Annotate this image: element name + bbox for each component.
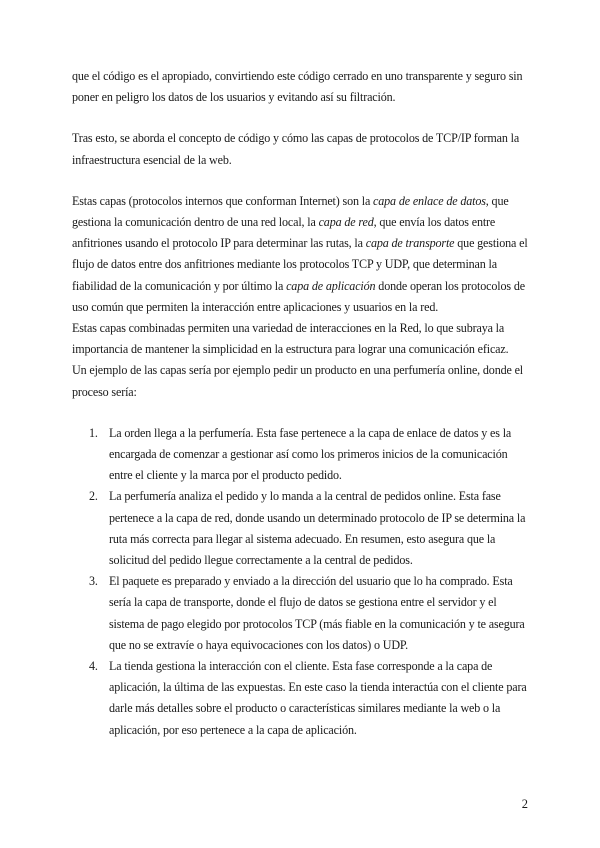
list-item [72,423,528,487]
term-transport-layer: capa de transporte [365,236,455,251]
paragraph-layers-combined: Estas capas combinadas permiten una variedad de interacciones en la Red, lo que subraya la importancia de mantener la simplicidad en la estructura para lograr una comunicación eficaz. [72,321,509,357]
list-item [72,571,528,656]
document-body [72,66,528,741]
list-item-number: 4. [89,659,98,674]
term-application-layer: capa de aplicación [286,278,376,293]
term-data-link-layer: capa de enlace de datos [373,193,486,208]
list-item-text: El paquete es preparado y enviado a la dirección del usuario que lo ha comprado. Esta sería la capa de transporte, donde el flujo de datos se gestiona entre el servidor y el sistema de pago elegido por protocolos TCP (más fiable en la comunicación y te asegura que no se extravíe o haya equivocaciones con los datos) o UDP. [109,574,525,652]
list-item [72,656,528,741]
process-steps-list [72,423,528,741]
text-segment: que gestiona el flujo de datos entre dos anfitriones mediante los protocolos TCP y UDP, que determinan la fiabilidad de la comunicación y por último la [72,236,528,293]
paragraph-tcpip-concept: Tras esto, se aborda el concepto de código y cómo las capas de protocolos de TCP/IP forman la infraestructura esencial de la web. [72,131,520,167]
paragraph-intro-continuation: que el código es el apropiado, convirtiendo este código cerrado en uno transparente y seguro sin poner en peligro los datos de los usuarios y evitando así su filtración. [72,69,523,105]
term-network-layer: capa de red [318,215,374,230]
paragraph-example-intro: Un ejemplo de las capas sería por ejemplo pedir un producto en una perfumería online, donde el proceso sería: [72,363,524,399]
text-segment: Estas capas (protocolos internos que conforman Internet) son la [72,193,374,208]
text-segment: , que gestiona la comunicación dentro de una red local, la [72,193,509,230]
list-item-number: 3. [89,574,98,589]
page-number: 2 [521,797,528,811]
text-segment: donde operan los protocolos de uso común que permiten la interacción entre aplicaciones y usuarios en la red. [72,278,525,314]
paragraph-layers-description [72,191,528,318]
list-item-text: La tienda gestiona la interacción con el cliente. Esta fase corresponde a la capa de aplicación, la última de las expuestas. En este caso la tienda interactúa con el cliente para darle más detalles sobre el producto o características similares mediante la web o la aplicación, por eso pertenece a la capa de aplicación. [109,659,527,737]
list-item-number: 2. [89,489,98,504]
text-segment: , que envía los datos entre anfitriones usando el protocolo IP para determinar las rutas, la [72,215,496,251]
list-item-number: 1. [89,425,98,440]
list-item-text: La perfumería analiza el pedido y lo manda a la central de pedidos online. Esta fase pertenece a la capa de red, donde usando un determinado protocolo de IP se determina la ruta más correcta para llegar al sistema adecuado. En resumen, esto asegura que la solicitud del pedido llegue correctamente a la central de pedidos. [109,489,526,568]
list-item-text: La orden llega a la perfumería. Esta fase pertenece a la capa de enlace de datos y es la encargada de comenzar a gestionar así como los primeros inicios de la comunicación entre el cliente y la marca por el producto pedido. [109,425,512,483]
list-item [72,486,528,571]
